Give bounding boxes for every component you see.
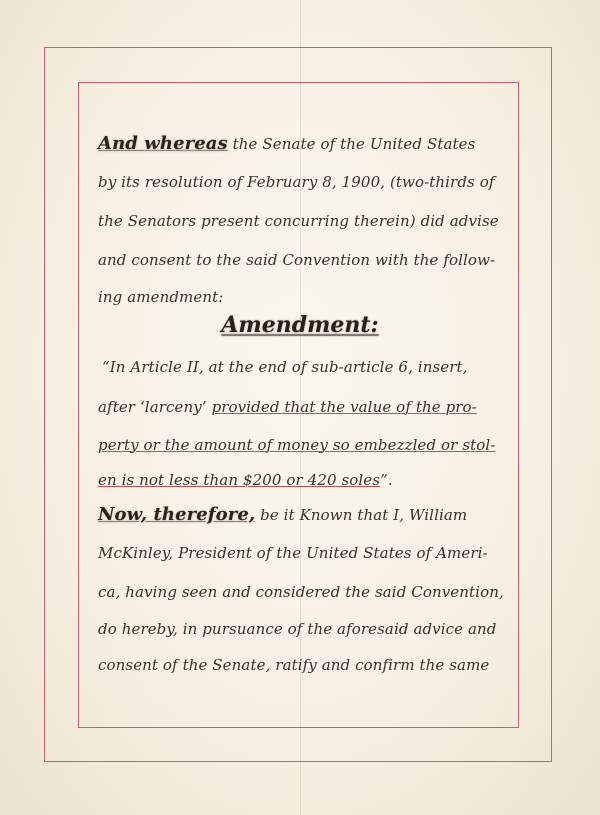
para1-line2: by its resolution of February 8, 1900, (two-thirds of <box>98 173 495 191</box>
para2-line2: McKinley, President of the United States of Ameri- <box>98 544 488 562</box>
now-therefore-heading: Now, therefore, <box>98 504 256 525</box>
quote-line1: “In Article II, at the end of sub-article 6, insert, <box>102 358 468 376</box>
para1-line1-text: the Senate of the United States <box>227 135 476 153</box>
and-whereas-heading: And whereas <box>98 133 228 154</box>
para2-line3: ca, having seen and considered the said Convention, <box>98 583 504 601</box>
quote-line2-text: after ‘larceny’ <box>98 398 212 416</box>
quote-line3-underlined: perty or the amount of money so embezzled or stol- <box>98 436 496 454</box>
para2-line1-text: be it Known that I, William <box>255 506 468 524</box>
para1-line4: and consent to the said Convention with the follow- <box>98 251 496 269</box>
quote-line2-underlined: provided that the value of the pro- <box>211 398 477 416</box>
quote-line4 <box>98 471 393 489</box>
para1-line1 <box>98 133 475 154</box>
para2-line4: do hereby, in pursuance of the aforesaid advice and <box>98 620 497 638</box>
quote-line4-underlined: en is not less than $200 or 420 soles <box>98 471 381 489</box>
amendment-heading: Amendment: <box>221 312 379 338</box>
quote-line2 <box>98 398 477 416</box>
para2-line1 <box>98 504 467 525</box>
para1-line5: ing amendment: <box>98 288 224 306</box>
quote-line4-end: ”. <box>380 471 393 489</box>
quote-line3 <box>98 436 495 454</box>
para2-line5: consent of the Senate, ratify and confirm the same <box>98 656 490 674</box>
para1-line3: the Senators present concurring therein) did advise <box>98 212 499 230</box>
